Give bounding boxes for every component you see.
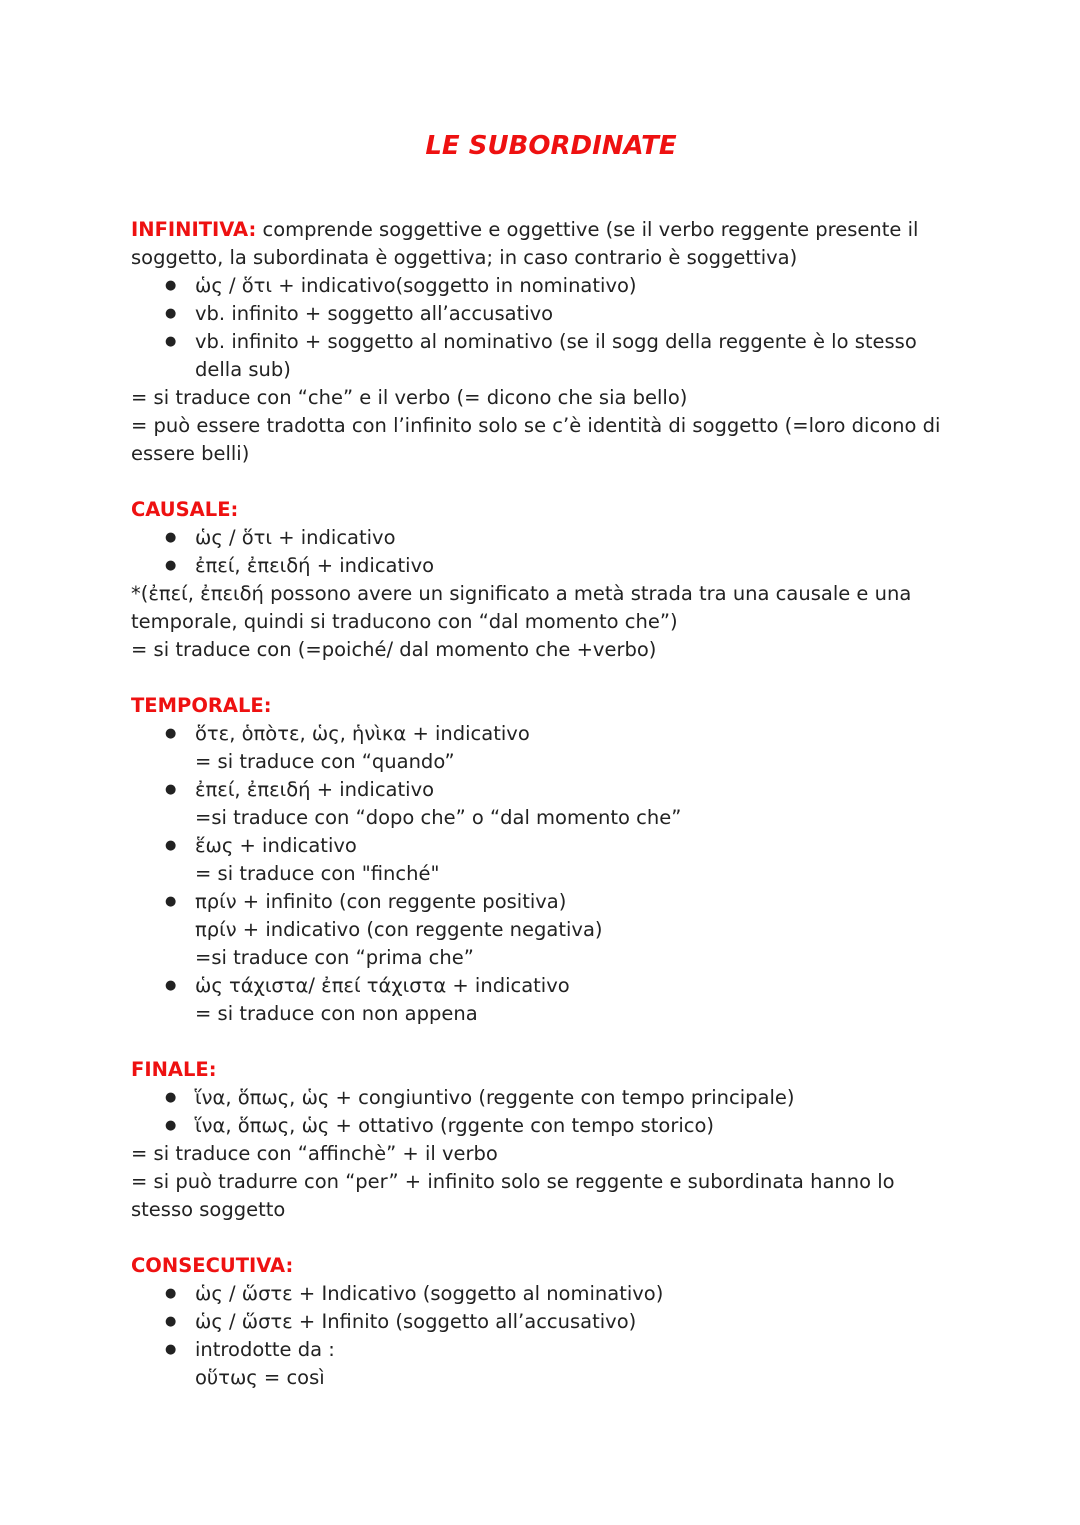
- finale-note: = si può tradurre con “per” + infinito solo se reggente e subordinata hanno lo stesso soggetto: [131, 1170, 895, 1221]
- list-item: [195, 776, 951, 832]
- causale-note: = si traduce con (=poiché/ dal momento che +verbo): [131, 638, 657, 661]
- list-item: ● vb. infinito + soggetto all’accusativo: [195, 300, 951, 328]
- consecutiva-list: [131, 1280, 951, 1392]
- list-item: ● vb. infinito + soggetto al nominativo (se il sogg della reggente è lo stesso della sub): [195, 328, 951, 384]
- section-causale: [131, 496, 951, 664]
- section-temporale: [131, 692, 951, 1028]
- consecutiva-heading: CONSECUTIVA:: [131, 1254, 294, 1277]
- list-item: [195, 720, 951, 776]
- list-item-line: introdotte da :: [195, 1338, 335, 1361]
- infinitiva-intro: [131, 216, 951, 272]
- list-item-sub: =si traduce con “dopo che” o “dal momento che”: [195, 806, 682, 829]
- list-item: ● ἵνα, ὅπως, ὡς + congiuntivo (reggente con tempo principale): [195, 1084, 951, 1112]
- finale-list: [131, 1084, 951, 1140]
- list-item: ● ὡς / ὥστε + Indicativo (soggetto al nominativo): [195, 1280, 951, 1308]
- causale-list: [131, 524, 951, 580]
- list-item: [195, 888, 951, 972]
- list-item-sub: = si traduce con "finché": [195, 862, 440, 885]
- list-item-sub: =si traduce con “prima che”: [195, 946, 474, 969]
- list-item: [195, 832, 951, 888]
- infinitiva-list: [131, 272, 951, 384]
- section-finale: [131, 1056, 951, 1224]
- causale-heading: CAUSALE:: [131, 498, 239, 521]
- list-item-line: ἐπεί, ἐπειδή + indicativo: [195, 778, 435, 801]
- list-item-line: ἕως + indicativo: [195, 834, 357, 857]
- list-item-line: πρίν + infinito (con reggente positiva): [195, 890, 567, 913]
- list-item-sub: πρίν + indicativo (con reggente negativa): [195, 918, 603, 941]
- list-item: [195, 972, 951, 1028]
- list-item: ● ἵνα, ὅπως, ὡς + ottativo (rggente con tempo storico): [195, 1112, 951, 1140]
- list-item-sub: = si traduce con “quando”: [195, 750, 455, 773]
- finale-note: = si traduce con “affinchè” + il verbo: [131, 1142, 498, 1165]
- section-infinitiva: [131, 216, 951, 468]
- finale-heading: FINALE:: [131, 1058, 217, 1081]
- causale-note: *(ἐπεί, ἐπειδή possono avere un significato a metà strada tra una causale e una temporale, quindi si traducono con “dal momento che”): [131, 582, 912, 633]
- list-item-line: ὡς τάχιστα/ ἐπεί τάχιστα + indicativo: [195, 974, 570, 997]
- temporale-list: [131, 720, 951, 1028]
- list-item-sub: = si traduce con non appena: [195, 1002, 478, 1025]
- page-title: LE SUBORDINATE: [425, 131, 677, 161]
- list-item: ● ἐπεί, ἐπειδή + indicativo: [195, 552, 951, 580]
- section-consecutiva: [131, 1252, 951, 1392]
- list-item: ● ὡς / ὅτι + indicativo(soggetto in nominativo): [195, 272, 951, 300]
- list-item-line: ὅτε, ὁπὸτε, ὡς, ἡνὶκα + indicativo: [195, 722, 530, 745]
- list-item: [195, 1336, 951, 1392]
- list-item-sub: οὕτως = così: [195, 1366, 325, 1389]
- infinitiva-note: = può essere tradotta con l’infinito solo se c’è identità di soggetto (=loro dicono di essere belli): [131, 414, 941, 465]
- document-page: [131, 128, 951, 1420]
- list-item: ● ὡς / ὥστε + Infinito (soggetto all’accusativo): [195, 1308, 951, 1336]
- temporale-heading: TEMPORALE:: [131, 694, 272, 717]
- infinitiva-intro-text: comprende soggettive e oggettive (se il verbo reggente presente il soggetto, la subordinata è oggettiva; in caso contrario è soggettiva): [131, 218, 919, 269]
- list-item: ● ὡς / ὅτι + indicativo: [195, 524, 951, 552]
- infinitiva-note: = si traduce con “che” e il verbo (= dicono che sia bello): [131, 386, 688, 409]
- infinitiva-heading: INFINITIVA:: [131, 218, 257, 241]
